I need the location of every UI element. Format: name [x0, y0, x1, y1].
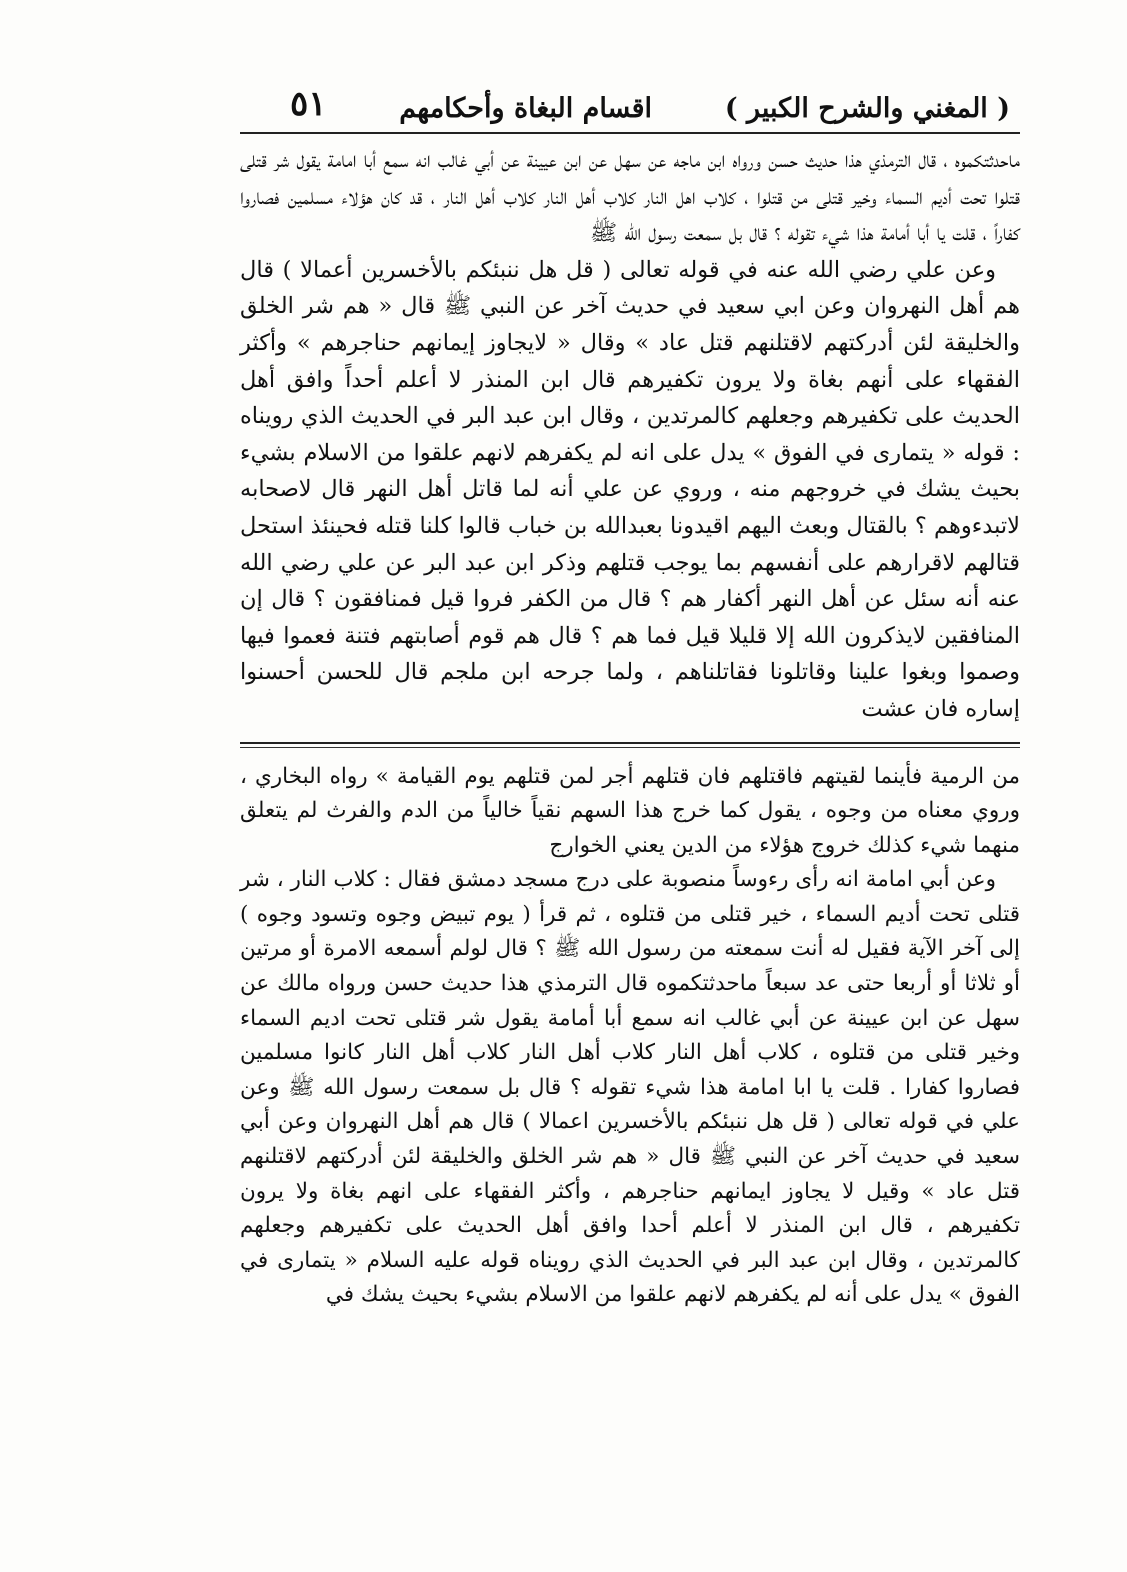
footnote-text: [240, 760, 1020, 1314]
book-page: [240, 78, 1020, 1313]
main-text: [240, 142, 1020, 728]
chapter-title: اقسام البغاة وأحكامهم: [399, 93, 653, 124]
footnote-paragraph: وعن أبي امامة انه رأى رءوساً منصوبة على درج مسجد دمشق فقال : كلاب النار ، شر قتلى تحت أديم السماء ، خير قتلى من قتلوه ، ثم قرأ ( يوم تبيض وجوه وتسود وجوه ) إلى آخر الآية فقيل له أنت سمعته من رسول الله ﷺ ؟ قال لولم أسمعه الامرة أو مرتين أو ثلاثا أو أربعا حتى عد سبعاً ماحدثتكموه قال الترمذي هذا حديث حسن ورواه مالك عن سهل عن ابن عيينة عن أبي غالب انه سمع أبا أمامة يقول شر قتلى تحت اديم السماء وخير قتلى من قتلوه ، كلاب أهل النار كلاب أهل النار كلاب أهل النار كانوا مسلمين فصاروا كفارا . قلت يا ابا امامة هذا شيء تقوله ؟ قال بل سمعت رسول الله ﷺ وعن علي في قوله تعالى ( قل هل ننبئكم بالأخسرين اعمالا ) قال هم أهل النهروان وعن أبي سعيد في حديث آخر عن النبي ﷺ قال « هم شر الخلق والخليقة لئن أدركتهم لاقتلنهم قتل عاد » وقيل لا يجاوز ايمانهم حناجرهم ، وأكثر الفقهاء على انهم بغاة ولا يرون تكفيرهم ، قال ابن المنذر لا أعلم أحدا وافق أهل الحديث على تكفيرهم وجعلهم كالمرتدين ، وقال ابن عبد البر في الحديث الذي رويناه قوله عليه السلام « يتمارى في الفوق » يدل على أنه لم يكفرهم لانهم علقوا من الاسلام بشيء بحيث يشك في: [240, 867, 1020, 1308]
page-number: ٥١: [290, 84, 327, 124]
page-header: [240, 78, 1020, 134]
footnote-separator: [240, 742, 1020, 750]
separator-rule: [240, 742, 1020, 744]
main-paragraph: وعن علي رضي الله عنه في قوله تعالى ( قل هل ننبئكم بالأخسرين أعمالا ) قال هم أهل النهروان وعن ابي سعيد في حديث آخر عن النبي ﷺ قال « هم شر الخلق والخليقة لئن أدركتهم لاقتلنهم قتل عاد » وقال « لايجاوز إيمانهم حناجرهم » وأكثر الفقهاء على أنهم بغاة ولا يرون تكفيرهم قال ابن المنذر لا أعلم أحداً وافق أهل الحديث على تكفيرهم وجعلهم كالمرتدين ، وقال ابن عبد البر في الحديث الذي رويناه : قوله « يتمارى في الفوق » يدل على انه لم يكفرهم لانهم علقوا من الاسلام بشيء بحيث يشك في خروجهم منه ، وروي عن علي أنه لما قاتل أهل النهر قال لاصحابه لاتبدءوهم ؟ بالقتال وبعث اليهم اقيدونا بعبدالله بن خباب قالوا كلنا قتله فحينئذ استحل قتالهم لاقرارهم على أنفسهم بما يوجب قتلهم وذكر ابن عبد البر عن علي رضي الله عنه أنه سئل عن أهل النهر أكفار هم ؟ قال من الكفر فروا قيل فمنافقون ؟ قال إن المنافقين لايذكرون الله إلا قليلا قيل فما هم ؟ قال هم قوم أصابتهم فتنة فعموا فيها وصموا وبغوا علينا وقاتلونا فقاتلناهم ، ولما جرحه ابن ملجم قال للحسن أحسنوا إساره فان عشت: [240, 256, 1020, 722]
book-title: ( المغني والشرح الكبير ): [724, 93, 1010, 124]
separator-rule: [240, 747, 1020, 748]
main-paragraph: ماحدثتكموه ، قال الترمذي هذا حديث حسن ورواه ابن ماجه عن سهل عن ابن عيينة عن أبي غالب انه سمع أبا امامة يقول شر قتلى قتلوا تحت أديم السماء وخير قتلى من قتلوا ، كلاب اهل النار كلاب أهل النار كلاب أهل النار ، قد كان هؤلاء مسلمين فصاروا كفاراً ، قلت يا أبا أمامة هذا شيء تقوله ؟ قال بل سمعت رسول الله ﷺ: [240, 147, 1020, 247]
footnote-paragraph: من الرمية فأينما لقيتهم فاقتلهم فان قتلهم أجر لمن قتلهم يوم القيامة » رواه البخاري ، وروي معناه من وجوه ، يقول كما خرج هذا السهم نقياً خالياً من الدم والفرث لم يتعلق منهما شيء كذلك خروج هؤلاء من الدين يعني الخوارج: [240, 763, 1020, 858]
